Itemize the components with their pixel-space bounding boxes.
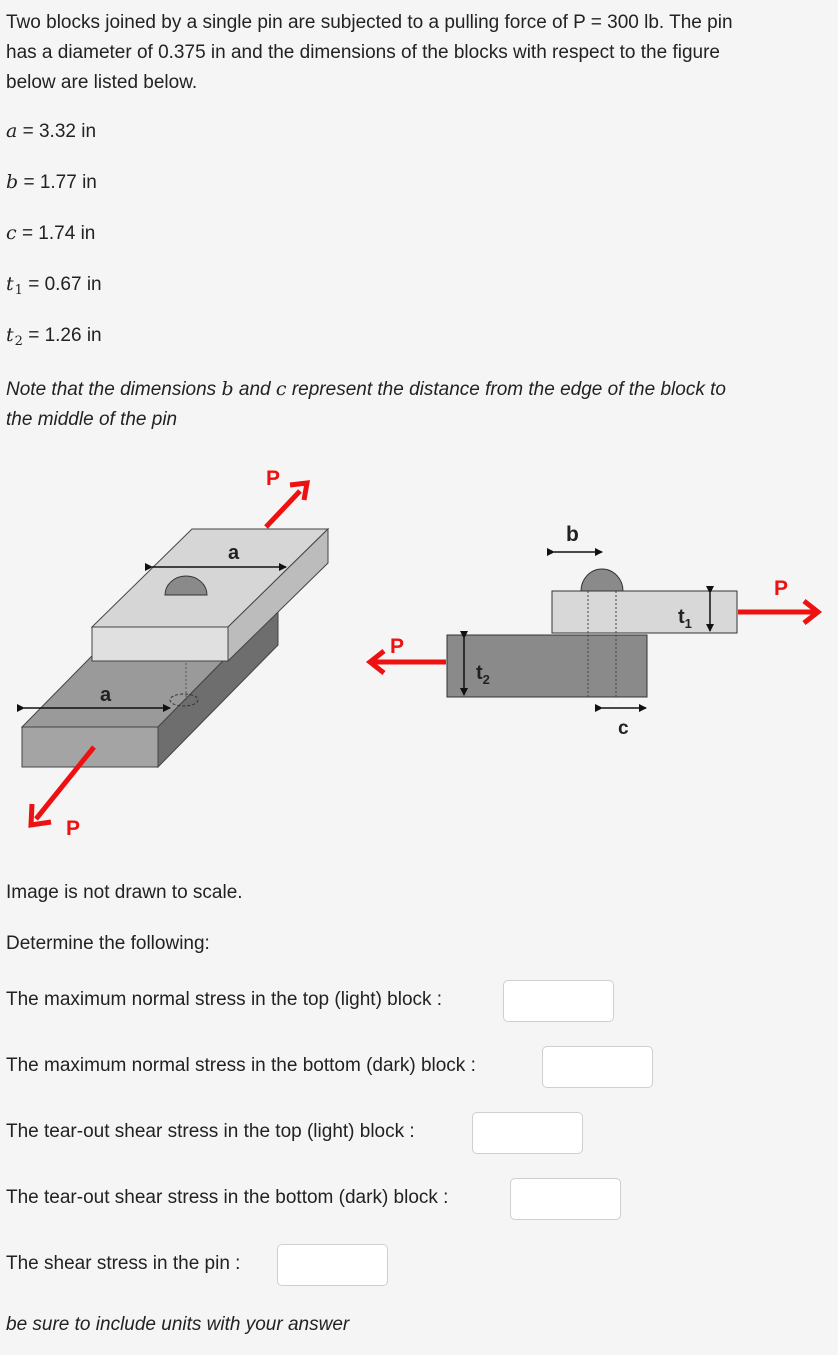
label-P-left: P xyxy=(390,635,405,658)
units-reminder: be sure to include units with your answer xyxy=(6,1314,350,1335)
question-label: The shear stress in the pin : xyxy=(6,1253,241,1274)
given-c: c = 1.74 in xyxy=(6,222,96,244)
problem-statement xyxy=(6,8,826,98)
question-label: The maximum normal stress in the top (light) block : xyxy=(6,989,443,1010)
intro-line: below are listed below. xyxy=(6,72,198,93)
label-a-top: a xyxy=(228,542,240,564)
label-t2: $t_2$ xyxy=(476,662,490,687)
label-b: b xyxy=(566,523,579,546)
question-label: The tear-out shear stress in the bottom (dark) block : xyxy=(6,1187,449,1208)
answer-input-tearout-top[interactable] xyxy=(472,1112,583,1154)
isometric-view xyxy=(22,467,328,840)
force-arrow-top xyxy=(266,491,300,527)
given-b: b = 1.77 in xyxy=(6,171,97,193)
light-block-front-face xyxy=(92,627,228,661)
dark-block-front-face xyxy=(22,727,158,767)
question-label: The maximum normal stress in the bottom (dark) block : xyxy=(6,1055,476,1076)
label-c: c xyxy=(618,718,629,739)
label-P-top: P xyxy=(266,467,281,490)
given-t2: $t_2 = 1.26$ in xyxy=(6,324,102,349)
dimension-note: Note that the dimensions b and c represent the distance from the edge of the block to the middle of the pin xyxy=(6,378,726,430)
answer-input-normal-stress-bottom[interactable] xyxy=(542,1046,653,1088)
answer-input-tearout-bottom[interactable] xyxy=(510,1178,621,1220)
label-a-bottom: a xyxy=(100,684,112,706)
side-view xyxy=(370,523,818,739)
given-a: a = 3.32 in xyxy=(6,120,97,142)
scale-note: Image is not drawn to scale. xyxy=(6,882,243,903)
answer-input-pin-shear[interactable] xyxy=(277,1244,388,1286)
label-P-bottom: P xyxy=(66,817,81,840)
intro-line: Two blocks joined by a single pin are subjected to a pulling force of P = 300 lb. The pin xyxy=(6,12,733,33)
pin-joint-figure xyxy=(0,455,838,855)
question-label: The tear-out shear stress in the top (light) block : xyxy=(6,1121,415,1142)
intro-line: has a diameter of 0.375 in and the dimensions of the blocks with respect to the figure xyxy=(6,42,720,63)
label-P-right: P xyxy=(774,577,789,600)
determine-heading: Determine the following: xyxy=(6,933,210,954)
label-t1: $t_1$ xyxy=(678,606,692,631)
given-t1: $t_1 = 0.67$ in xyxy=(6,273,102,298)
pin-head-side xyxy=(581,569,623,591)
answer-input-normal-stress-top[interactable] xyxy=(503,980,614,1022)
